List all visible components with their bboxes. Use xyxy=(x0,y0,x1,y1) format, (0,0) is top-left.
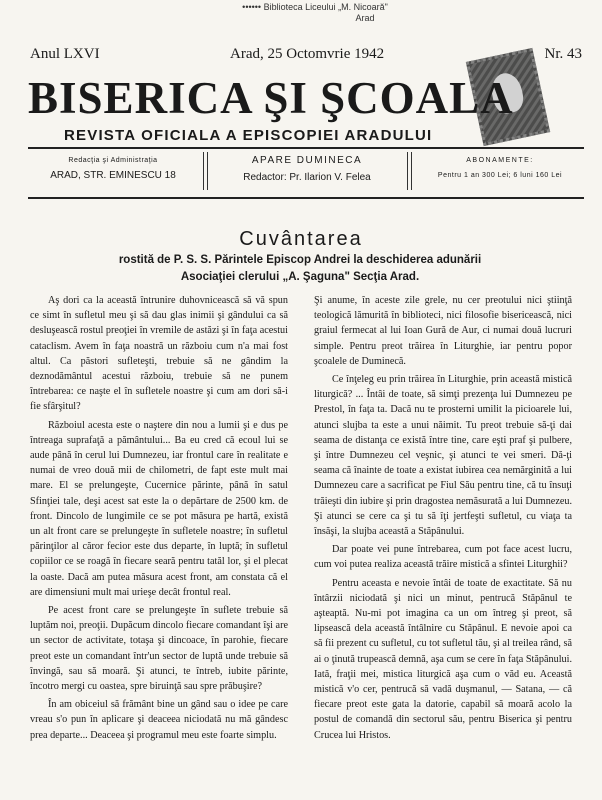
box-separator xyxy=(207,152,208,190)
paragraph: Pentru aceasta e nevoie întâi de toate de exactitate. Să nu întârzii niciodată şi nici un minut, pentrucă Stăpânul te aşteaptă. Nu-mi pot imagina ca un om întreg şi preot, să lipsească dela această întâlnire cu Stăpânul. E nevoie apoi ca să fii prezent cu sufletul, cu tot sufletul tău, şi al treilea rând, să ai o ţinută trupească demnă, aşa cum se cere în faţa Stăpânului. Iată, fraţii mei, mistica liturgică aşa cum o văd eu. Această mistică v'o cer, pentrucă să vadă duşmanul, — Satana, — că fiecare preot este gata la datorie, capabil să moară acolo la postul de comandă din sectorul său, pentru Biserica şi pentru Crucea lui Hristos. xyxy=(314,577,572,741)
subscription-text: Pentru 1 an 300 Lei; 6 luni 160 Lei xyxy=(437,172,563,179)
appears-label: APARE DUMINECA xyxy=(251,155,363,166)
article-title: Cuvântarea xyxy=(239,228,363,250)
top-divider xyxy=(28,147,584,149)
masthead-subtitle: REVISTA OFICIALA A EPISCOPIEI ARADULUI xyxy=(64,127,433,144)
redaction-box xyxy=(28,150,198,194)
box-separator xyxy=(411,152,412,190)
box-separator xyxy=(407,152,408,190)
redaction-address: ARAD, STR. EMINESCU 18 xyxy=(50,170,176,181)
bottom-divider xyxy=(28,197,584,199)
library-stamp xyxy=(215,2,415,24)
editor-name: Redactor: Pr. Ilarion V. Felea xyxy=(243,172,371,183)
article-subtitle-line2: Asociaţiei clerului „A. Şaguna" Secţia Arad. xyxy=(180,271,420,283)
paragraph: Aş dori ca la această întrunire duhovnicească să vă spun ce simt în sufletul meu şi să dau glas inimii şi gândului ca să desluşească rostul preoţiei în vremile de astăzi şi în faţa acestui cataclism. Avem în faţa noastră un războiu cum n'a mai fost altul. Ca păstori sufleteşti, trebuie să ne gândim la deznodământul acestui războiu, trebuie să ne punem întrebarea: ce naşte el în sufletele noastre şi cum am dori să-i fie sfârşitul? xyxy=(30,295,288,413)
article-subtitle-line1: rostită de P. S. S. Părintele Episcop Andrei la deschiderea adunării xyxy=(118,254,482,266)
left-column xyxy=(30,293,288,746)
masthead-title: BISERICA ŞI ŞCOALA xyxy=(28,73,514,123)
subscription-label: ABONAMENTE: xyxy=(466,157,534,164)
subscription-box xyxy=(416,150,584,194)
box-separator xyxy=(203,152,204,190)
info-boxes xyxy=(28,150,584,194)
article-subtitle xyxy=(40,252,560,286)
paragraph: În am obiceiul să frământ bine un gând sau o idee pe care vreau s'o pun în aplicare şi deaceea niciodată nu mă gândesc prea departe... Deaceea şi programul meu este foarte simplu. xyxy=(30,699,288,741)
paragraph: Dar poate vei pune întrebarea, cum pot face acest lucru, cum voi putea realiza această trăire mistică a sfintei Liturghii? xyxy=(314,544,572,571)
paragraph: Şi anume, în aceste zile grele, nu cer preotului nici ştiinţă teologică lămurită în biblioteci, nici filosofie bisericească, nici graiul fermecat al lui Ioan Gură de Aur, ci numai două lucruri simple. Pentru preot trăirea în Liturghie, iar pentru popor şcoalele de Duminecă. xyxy=(314,295,572,367)
issue-date: Arad, 25 Octomvrie 1942 xyxy=(230,46,385,62)
paragraph: Ce înţeleg eu prin trăirea în Liturghie, prin această mistică liturgică? ... Întâi de toate, să simţi prezenţa lui Dumnezeu pe Prestol, în faţa ta. Dacă nu te prosterni umilit la picioarele lui, atunci slujba ta este a unui năimit. Tu preot trebuie să-ţi dai seama de distanţa ce există între tine, care eşti praf şi pulbere, şi între Dumnezeu cel veşnic, şi atunci te vei smeri. Dă-ţi seama că înainte de toate a existat iubirea cea nemărginită a lui Dumnezeu care a sacrificat pe Fiul Său pentru tine, că tu însuţi trăieşti din iubire şi prin dragostea nemăsurată a lui Dumnezeu. Şi atunci se cere ca şi tu să îţi jertfeşti sufletul, cu viaţa ta însăşi, la slujba această a Stăpânului. xyxy=(314,374,573,538)
library-stamp-line1: •••••• Biblioteca Liceului „M. Nicoară" xyxy=(242,2,388,12)
issue-year: Anul LXVI xyxy=(30,46,100,62)
redaction-label: Redacţia şi Administraţia xyxy=(68,157,158,164)
issue-number: Nr. 43 xyxy=(544,46,582,62)
paragraph: Pe acest front care se prelungeşte în suflete trebuie să luptăm noi, preoţii. Dupăcum dincolo fiecare comandant îşi are un sector de activitate, totaşa şi dincoace, în parohie, fiecare preot este un comandant într'un sector de luptă unde trebuie să învingă, sau să moară. Şi atunci, te întreb, iubite părinte, încotro mergi cu oastea, spre biruinţă sau spre prăbuşire? xyxy=(30,605,288,693)
paragraph: Războiul acesta este o naştere din nou a lumii şi e dus pe întreaga suprafaţă a pământului... Ba eu cred că ecoul lui se aude până în cerul lui Dumnezeu, iar frontul care în realitate e numai de vreo două mii de chilometri, de fapt este mult mai mare. El se prelungeşte, Cucernice părinte, până în satul Sfinţiei tale, deşi acest sat este la o depărtare de 2500 km. de front. Dincolo de lungimile ce se pot măsura pe hartă, există un alt front care se prelungeşte în sufletele noastre; în sufletul părinţilor al căror fecior este dus departe, în luptă; în sufletul copiilor ce se roagă în fiecare seară pentru tatăl lor, şi el plecat la oaste. Dacă am putea măsura acest front, am constata că el are dimensiuni mult mai urieşe decât frontul real. xyxy=(30,419,288,598)
right-column xyxy=(314,293,572,746)
library-stamp-line2: Arad xyxy=(355,13,375,23)
editor-box xyxy=(212,150,402,194)
